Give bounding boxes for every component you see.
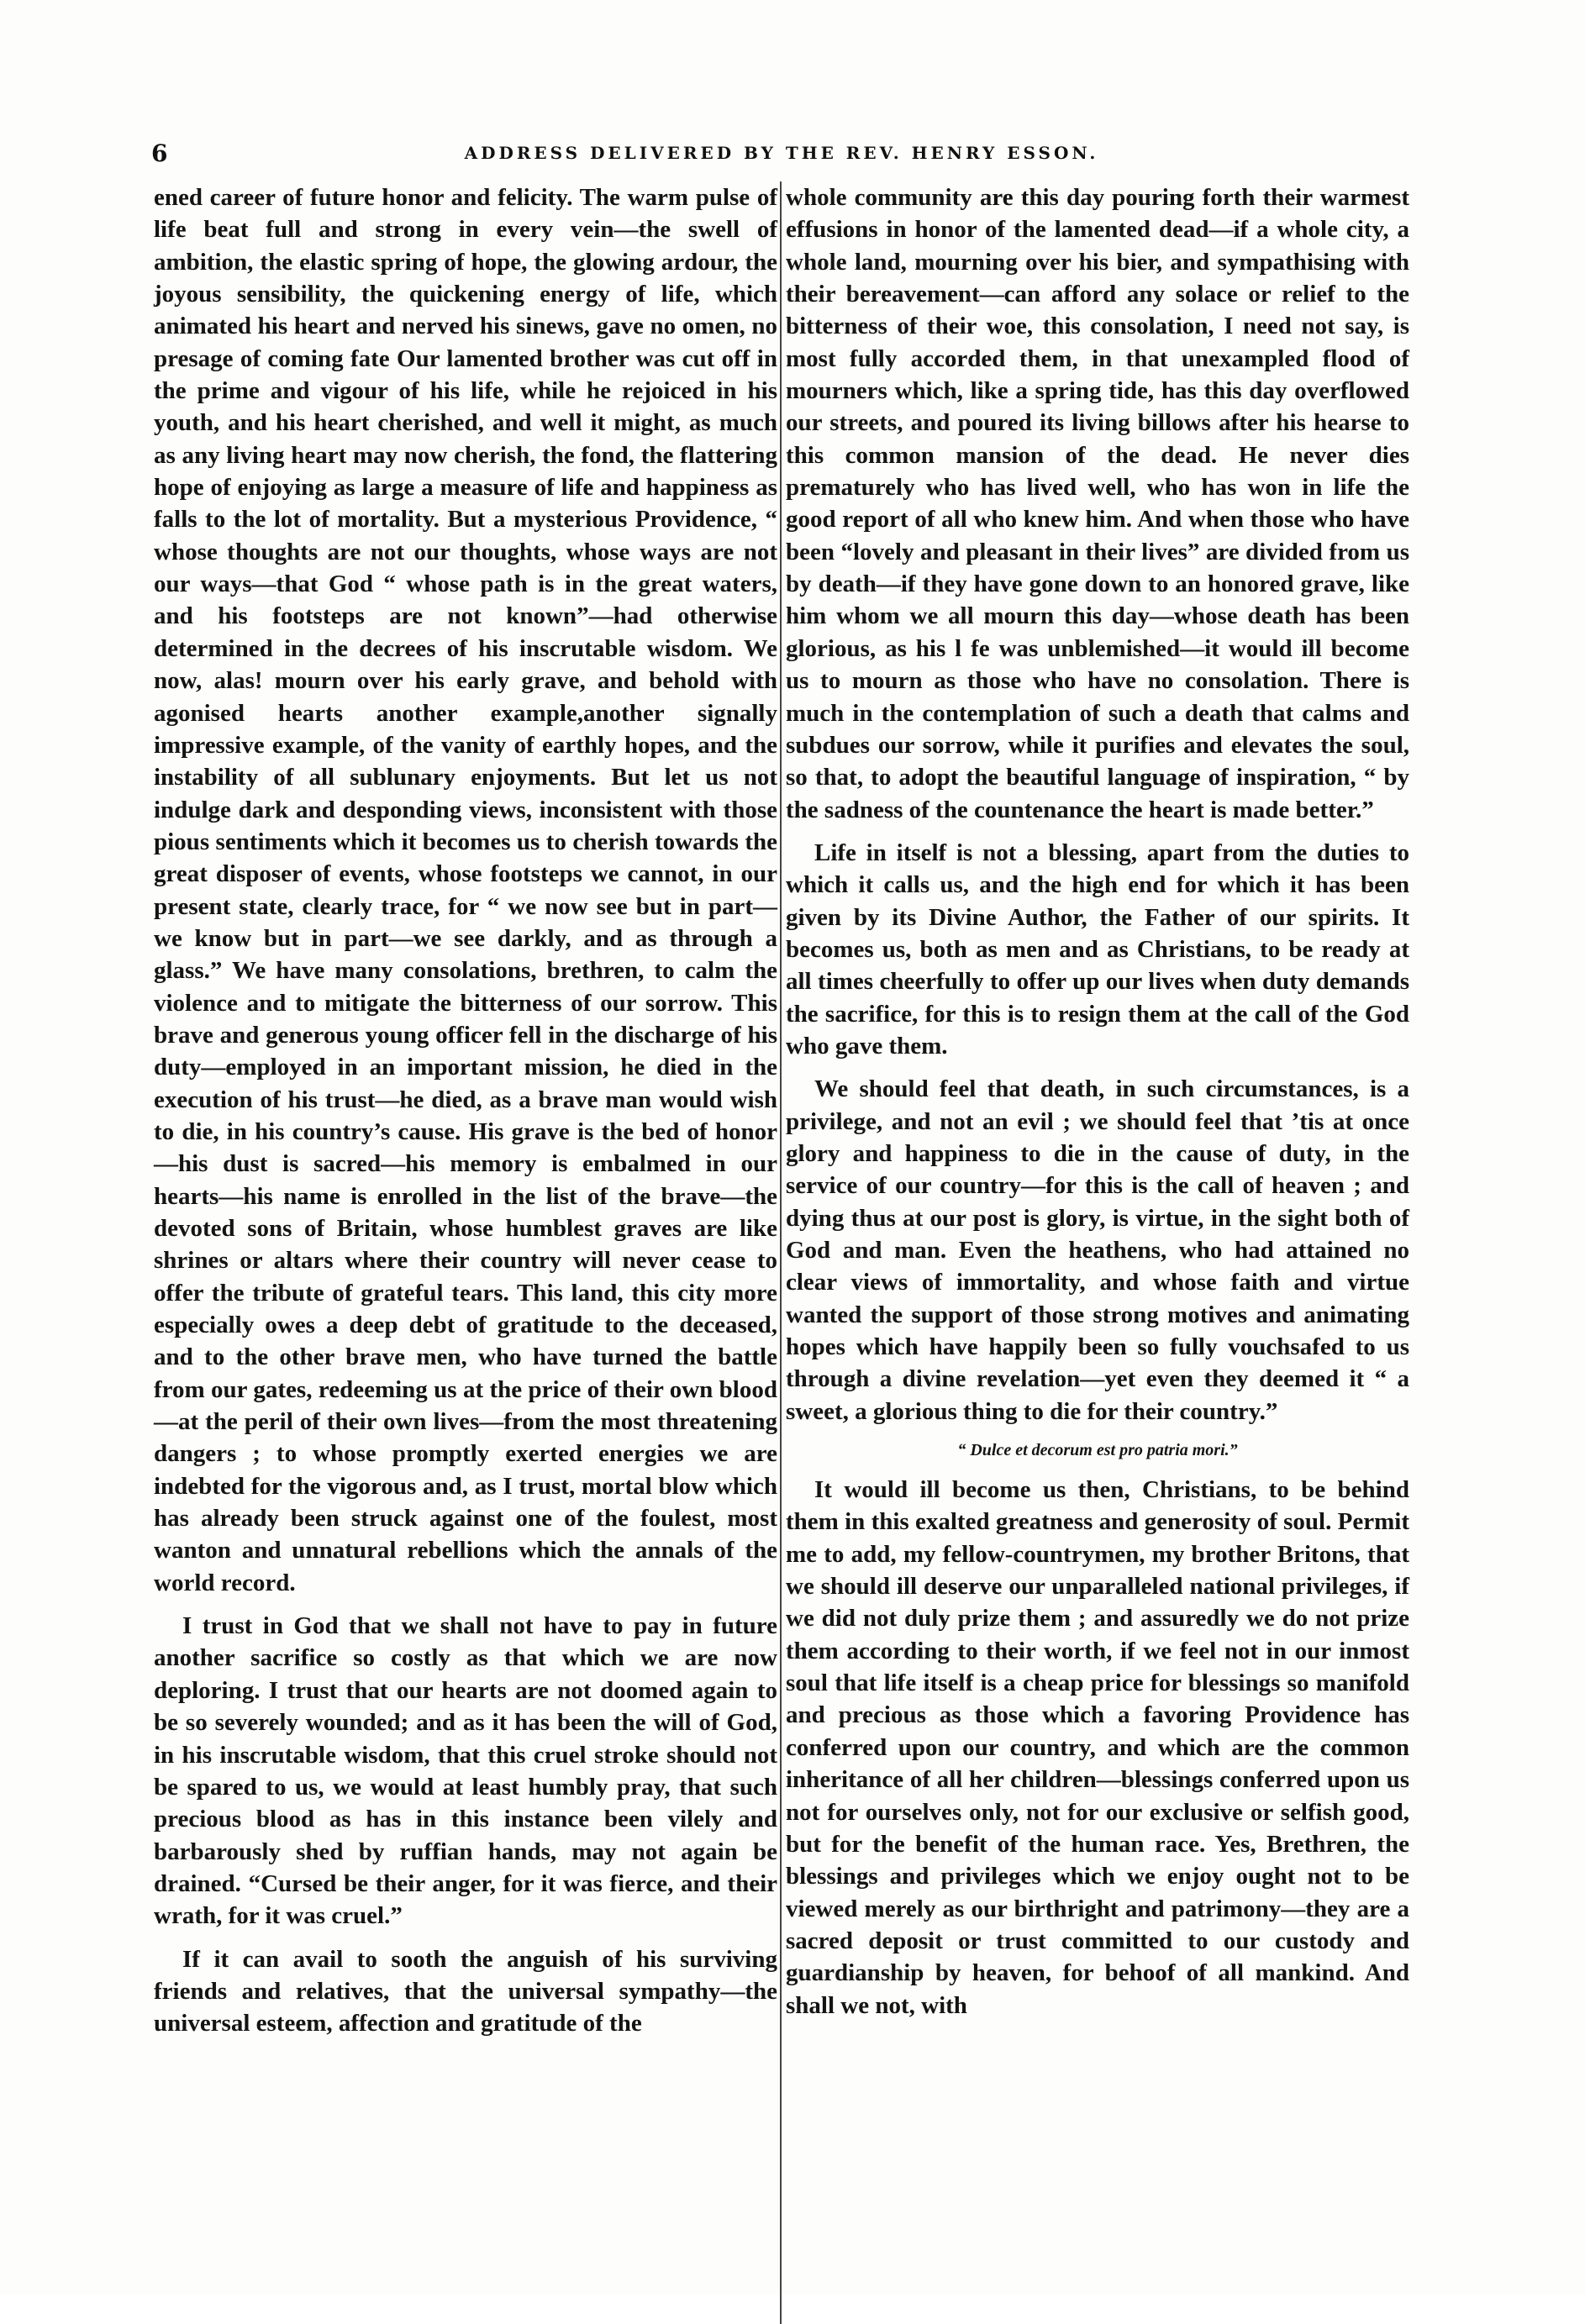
- page-number: 6: [151, 139, 168, 167]
- paragraph: We should feel that death, in such circumstances, is a privilege, and not an evil ; we should feel that ’tis at once glory and happiness to die in the cause of duty, in the service of our country—for this is the call of heaven ; and dying thus at our post is glory, is virtue, in the sight both of God and man. Even the heathens, who had attained no clear views of immortality, and whose faith and virtue wanted the support of those strong motives and animating hopes which have happily been so fully vouchsafed to us through a divine revelation—yet even they deemed it “ a sweet, a glorious thing to die for their country.”: [786, 1075, 1409, 1425]
- paragraph: It would ill become us then, Christians, to be behind them in this exalted greatness and generosity of soul. Permit me to add, my fellow-countrymen, my brother Britons, that we should ill deserve our unparalleled national privileges, if we did not duly prize them ; and assuredly we do not prize them according to their worth, if we feel not in our inmost soul that life itself is a cheap price for blessings so manifold and precious as those which a favoring Providence has conferred upon our country, and which are the common inheritance of all her children—blessings conferred upon us not for ourselves only, not for our exclusive or selfish good, but for the benefit of the human race. Yes, Brethren, the blessings and privileges which we enjoy ought not to be viewed merely as our birthright and patrimony—they are a sacred deposit or trust committed to our custody and guardianship by heaven, for behoof of all mankind. And shall we not, with: [786, 1476, 1409, 2019]
- paragraph: I trust in God that we shall not have to pay in future another sacrifice so costly as that which we are now deploring. I trust that our hearts are not doomed again to be so severely wounded; and as it has been the will of God, in his inscrutable wisdom, that this cruel stroke should not be spared to us, we would at least humbly pray, that such precious blood as has in this instance been vilely and barbarously shed by ruffian hands, may not again be drained. “Cursed be their anger, for it was fierce, and their wrath, for it was cruel.”: [154, 1612, 777, 1930]
- running-title: ADDRESS DELIVERED BY THE REV. HENRY ESSON.: [464, 143, 1099, 163]
- left-column: [154, 181, 777, 2040]
- latin-quotation: “ Dulce et decorum est pro patria mori.”: [957, 1441, 1238, 1460]
- right-column: [786, 181, 1409, 2022]
- paragraph: ened career of future honor and felicity. The warm pulse of life beat full and strong in every vein—the swell of ambition, the elastic spring of hope, the glowing ardour, the joyous sensibility, the quickening energy of life, which animated his heart and nerved his sinews, gave no omen, no presage of coming fate Our lamented brother was cut off in the prime and vigour of his life, while he rejoiced in his youth, and his heart cherished, and well it might, as much as any living heart may now cherish, the fond, the flattering hope of enjoying as large a measure of life and happiness as falls to the lot of mortality. But a mysterious Providence, “ whose thoughts are not our thoughts, whose ways are not our ways—that God “ whose path is in the great waters, and his footsteps are not known”—had otherwise determined in the decrees of his inscrutable wisdom. We now, alas! mourn over his early grave, and behold with agonised hearts another example,another signally impressive example, of the vanity of earthly hopes, and the instability of all sublunary enjoyments. But let us not indulge dark and desponding views, inconsistent with those pious sentiments which it becomes us to cherish towards the great disposer of events, whose footsteps we cannot, in our present state, clearly trace, for “ we now see but in part—we know but in part—we see darkly, and as through a glass.” We have many consolations, brethren, to calm the violence and to mitigate the bitterness of our sorrow. This brave and generous young officer fell in the discharge of his duty—employed in an important mission, he died in the execution of his trust—he died, as a brave man would wish to die, in his country’s cause. His grave is the bed of honor—his dust is sacred—his memory is embalmed in our hearts—his name is enrolled in the list of the brave—the devoted sons of Britain, whose humblest graves are like shrines or altars where their country will never cease to offer the tribute of grateful tears. This land, this city more especially owes a deep debt of gratitude to the deceased, and to the other brave men, who have turned the battle from our gates, redeeming us at the price of their own blood—at the peril of their own lives—from the most threatening dangers ; to whose promptly exerted energies we are indebted for the vigorous and, as I trust, mortal blow which has already been struck against one of the foulest, most wanton and unnatural rebellions which the annals of the world record.: [154, 184, 777, 1596]
- paragraph: whole community are this day pouring forth their warmest effusions in honor of the lamented dead—if a whole city, a whole land, mourning over his bier, and sympathising with their bereavement—can afford any solace or relief to the bitterness of their woe, this consolation, I need not say, is most fully accorded them, in that unexampled flood of mourners which, like a spring tide, has this day overflowed our streets, and poured its living billows after his hearse to this common mansion of the dead. He never dies prematurely who has lived well, who has won in life the good report of all who knew him. And when those who have been “lovely and pleasant in their lives” are divided from us by death—if they have gone down to an honored grave, like him whom we all mourn this day—whose death has been glorious, as his l fe was unblemished—it would ill become us to mourn as those who have no consolation. There is much in the contemplation of such a death that calms and subdues our sorrow, while it purifies and elevates the soul, so that, to adopt the beautiful language of inspiration, “ by the sadness of the countenance the heart is made better.”: [786, 184, 1409, 823]
- paragraph: If it can avail to sooth the anguish of his surviving friends and relatives, that the universal sympathy—the universal esteem, affection and gratitude of the: [154, 1945, 777, 2037]
- page-header: [151, 139, 1412, 173]
- paragraph: Life in itself is not a blessing, apart from the duties to which it calls us, and the high end for which it has been given by its Divine Author, the Father of our spirits. It becomes us, both as men and as Christians, to be ready at all times cheerfully to offer up our lives when duty demands the sacrifice, for this is to resign them at the call of the God who gave them.: [786, 839, 1409, 1059]
- column-divider: [780, 181, 782, 2324]
